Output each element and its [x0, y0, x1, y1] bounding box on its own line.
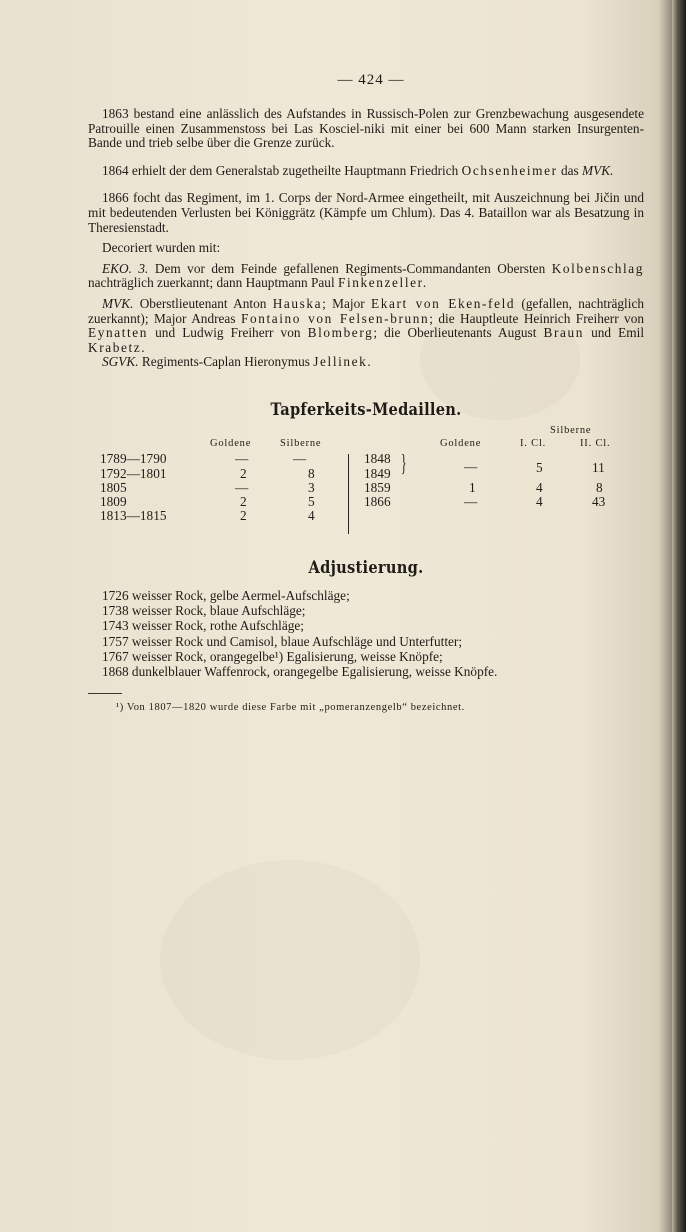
list-item: 1868 dunkelblauer Waffenrock, orangegelbe Egalisierung, weisse Knöpfe.: [102, 663, 498, 679]
text-span: Dem vor dem Feinde gefallenen Regiments-Commandanten Obersten: [154, 260, 546, 276]
text-span: (gefallen, nachträglich zuerkannt); Major Andreas: [88, 295, 644, 326]
paragraph-1866: 1866 focht das Regiment, im 1. Corps der Nord-Armee eingetheilt, mit Auszeichnung bei Jičin und mit bedeutenden Verlusten bei Königgrätz (Kämpfe um Chlum). Das 4. Bataillon war als Besatzung in Theresienstadt.: [88, 190, 644, 235]
page-number: — 424 —: [337, 72, 405, 88]
column-header-silver: Silberne: [280, 437, 322, 449]
year-brace: }: [400, 450, 407, 477]
award-abbreviation: SGVK.: [102, 354, 139, 370]
table-divider: [348, 454, 349, 534]
person-name: Blomberg: [307, 325, 374, 341]
person-name: Fontaino von Felsen-brunn: [240, 310, 430, 326]
paragraph-1863: 1863 bestand eine anlässlich des Aufstandes in Russisch-Polen zur Grenzbewachung ausgesendete Patrouille einen Zusammenstoss bei Las Kosciel-niki mit einer bei 600 Mann starken Insurgenten-Bande und trieb selbe über die Grenze zurück.: [88, 106, 644, 151]
medals-heading: Tapferkeits-Medaillen.: [270, 399, 462, 420]
row-years: 1848: [364, 450, 391, 466]
row-years: 1792—1801: [100, 465, 167, 481]
award-abbreviation: MVK.: [102, 295, 134, 311]
person-name: Ochsenheimer: [461, 162, 558, 178]
row-gold: —: [235, 479, 249, 495]
award-abbreviation: MVK.: [582, 162, 614, 178]
text-span: Regiments-Caplan Hieronymus: [141, 354, 310, 370]
row-years: 1809: [100, 493, 127, 509]
text-span: nachträglich zuerkannt; dann Hauptmann Paul: [88, 275, 335, 291]
text-span: ; Major: [322, 295, 365, 311]
column-header-silver: Silberne: [550, 424, 592, 436]
medals-table: [88, 422, 644, 530]
person-name: Kolbenschlag: [551, 260, 645, 276]
row-class-1: 5: [536, 459, 543, 475]
award-abbreviation: EKO. 3.: [102, 260, 149, 276]
row-gold: —: [464, 458, 478, 474]
paragraph-1864: [88, 164, 644, 179]
footnote-separator: [88, 693, 122, 694]
decorations-intro: Decoriert wurden mit:: [102, 240, 221, 256]
paragraph-sgvk: [88, 355, 644, 370]
row-silver: 8: [308, 465, 315, 481]
person-name: Jellinek.: [313, 354, 373, 370]
uniform-list: [102, 588, 644, 679]
text-span: 1864 erhielt der dem Generalstab zugetheilte Hauptmann Friedrich: [102, 162, 459, 178]
text-span: Oberstlieutenant Anton: [139, 295, 267, 311]
text-span: ; die Oberlieutenants August: [373, 325, 537, 341]
row-years: 1849: [364, 465, 391, 481]
row-silver: 4: [308, 507, 315, 523]
book-spine-shadow: [672, 0, 686, 1232]
list-item: 1767 weisser Rock, orangegelbe¹) Egalisierung, weisse Knöpfe;: [102, 648, 443, 664]
list-item: 1738 weisser Rock, blaue Aufschläge;: [102, 603, 306, 619]
row-silver: —: [293, 450, 307, 466]
text-span: und Ludwig Freiherr von: [155, 325, 301, 341]
row-class-1: 4: [536, 479, 543, 495]
column-header-class-1: I. Cl.: [520, 437, 547, 449]
text-span: und Emil: [591, 325, 645, 341]
person-name: Hauska: [272, 295, 323, 311]
text-span: ; die Hauptleute Heinrich Freiherr von: [429, 310, 645, 326]
person-name: Krabetz.: [88, 339, 147, 355]
row-gold: —: [464, 493, 478, 509]
paper-stain: [160, 860, 420, 1060]
row-class-2: 11: [592, 459, 605, 475]
person-name: Braun: [543, 325, 585, 341]
person-name: Ekart von Eken-feld: [370, 295, 516, 311]
column-header-class-2: II. Cl.: [580, 437, 611, 449]
column-header-gold: Goldene: [440, 437, 482, 449]
list-item: 1726 weisser Rock, gelbe Aermel-Aufschläge;: [102, 587, 350, 603]
row-years: 1789—1790: [100, 450, 167, 466]
footnote: ¹) Von 1807—1820 wurde diese Farbe mit „pomeranzengelb“ bezeichnet.: [116, 702, 465, 714]
row-class-2: 43: [592, 493, 606, 509]
row-gold: 2: [240, 507, 247, 523]
row-gold: 1: [469, 479, 476, 495]
person-name: Eynatten: [88, 325, 149, 341]
list-item: 1757 weisser Rock und Camisol, blaue Aufschläge und Unterfutter;: [102, 633, 463, 649]
row-gold: 2: [240, 493, 247, 509]
list-item: 1743 weisser Rock, rothe Aufschläge;: [102, 618, 304, 634]
row-class-1: 4: [536, 493, 543, 509]
adjustierung-heading: Adjustierung.: [308, 557, 424, 578]
column-header-gold: Goldene: [210, 437, 252, 449]
row-gold: —: [235, 450, 249, 466]
row-years: 1866: [364, 493, 391, 509]
person-name: Finkenzeller.: [337, 275, 428, 291]
row-years: 1859: [364, 479, 391, 495]
row-gold: 2: [240, 465, 247, 481]
row-class-2: 8: [596, 479, 603, 495]
paragraph-eko: [88, 262, 644, 291]
text-span: das: [560, 162, 579, 178]
row-years: 1813—1815: [100, 507, 167, 523]
row-silver: 3: [308, 479, 315, 495]
document-page: [88, 72, 644, 713]
row-silver: 5: [308, 493, 315, 509]
paragraph-mvk: [88, 297, 644, 355]
row-years: 1805: [100, 479, 127, 495]
